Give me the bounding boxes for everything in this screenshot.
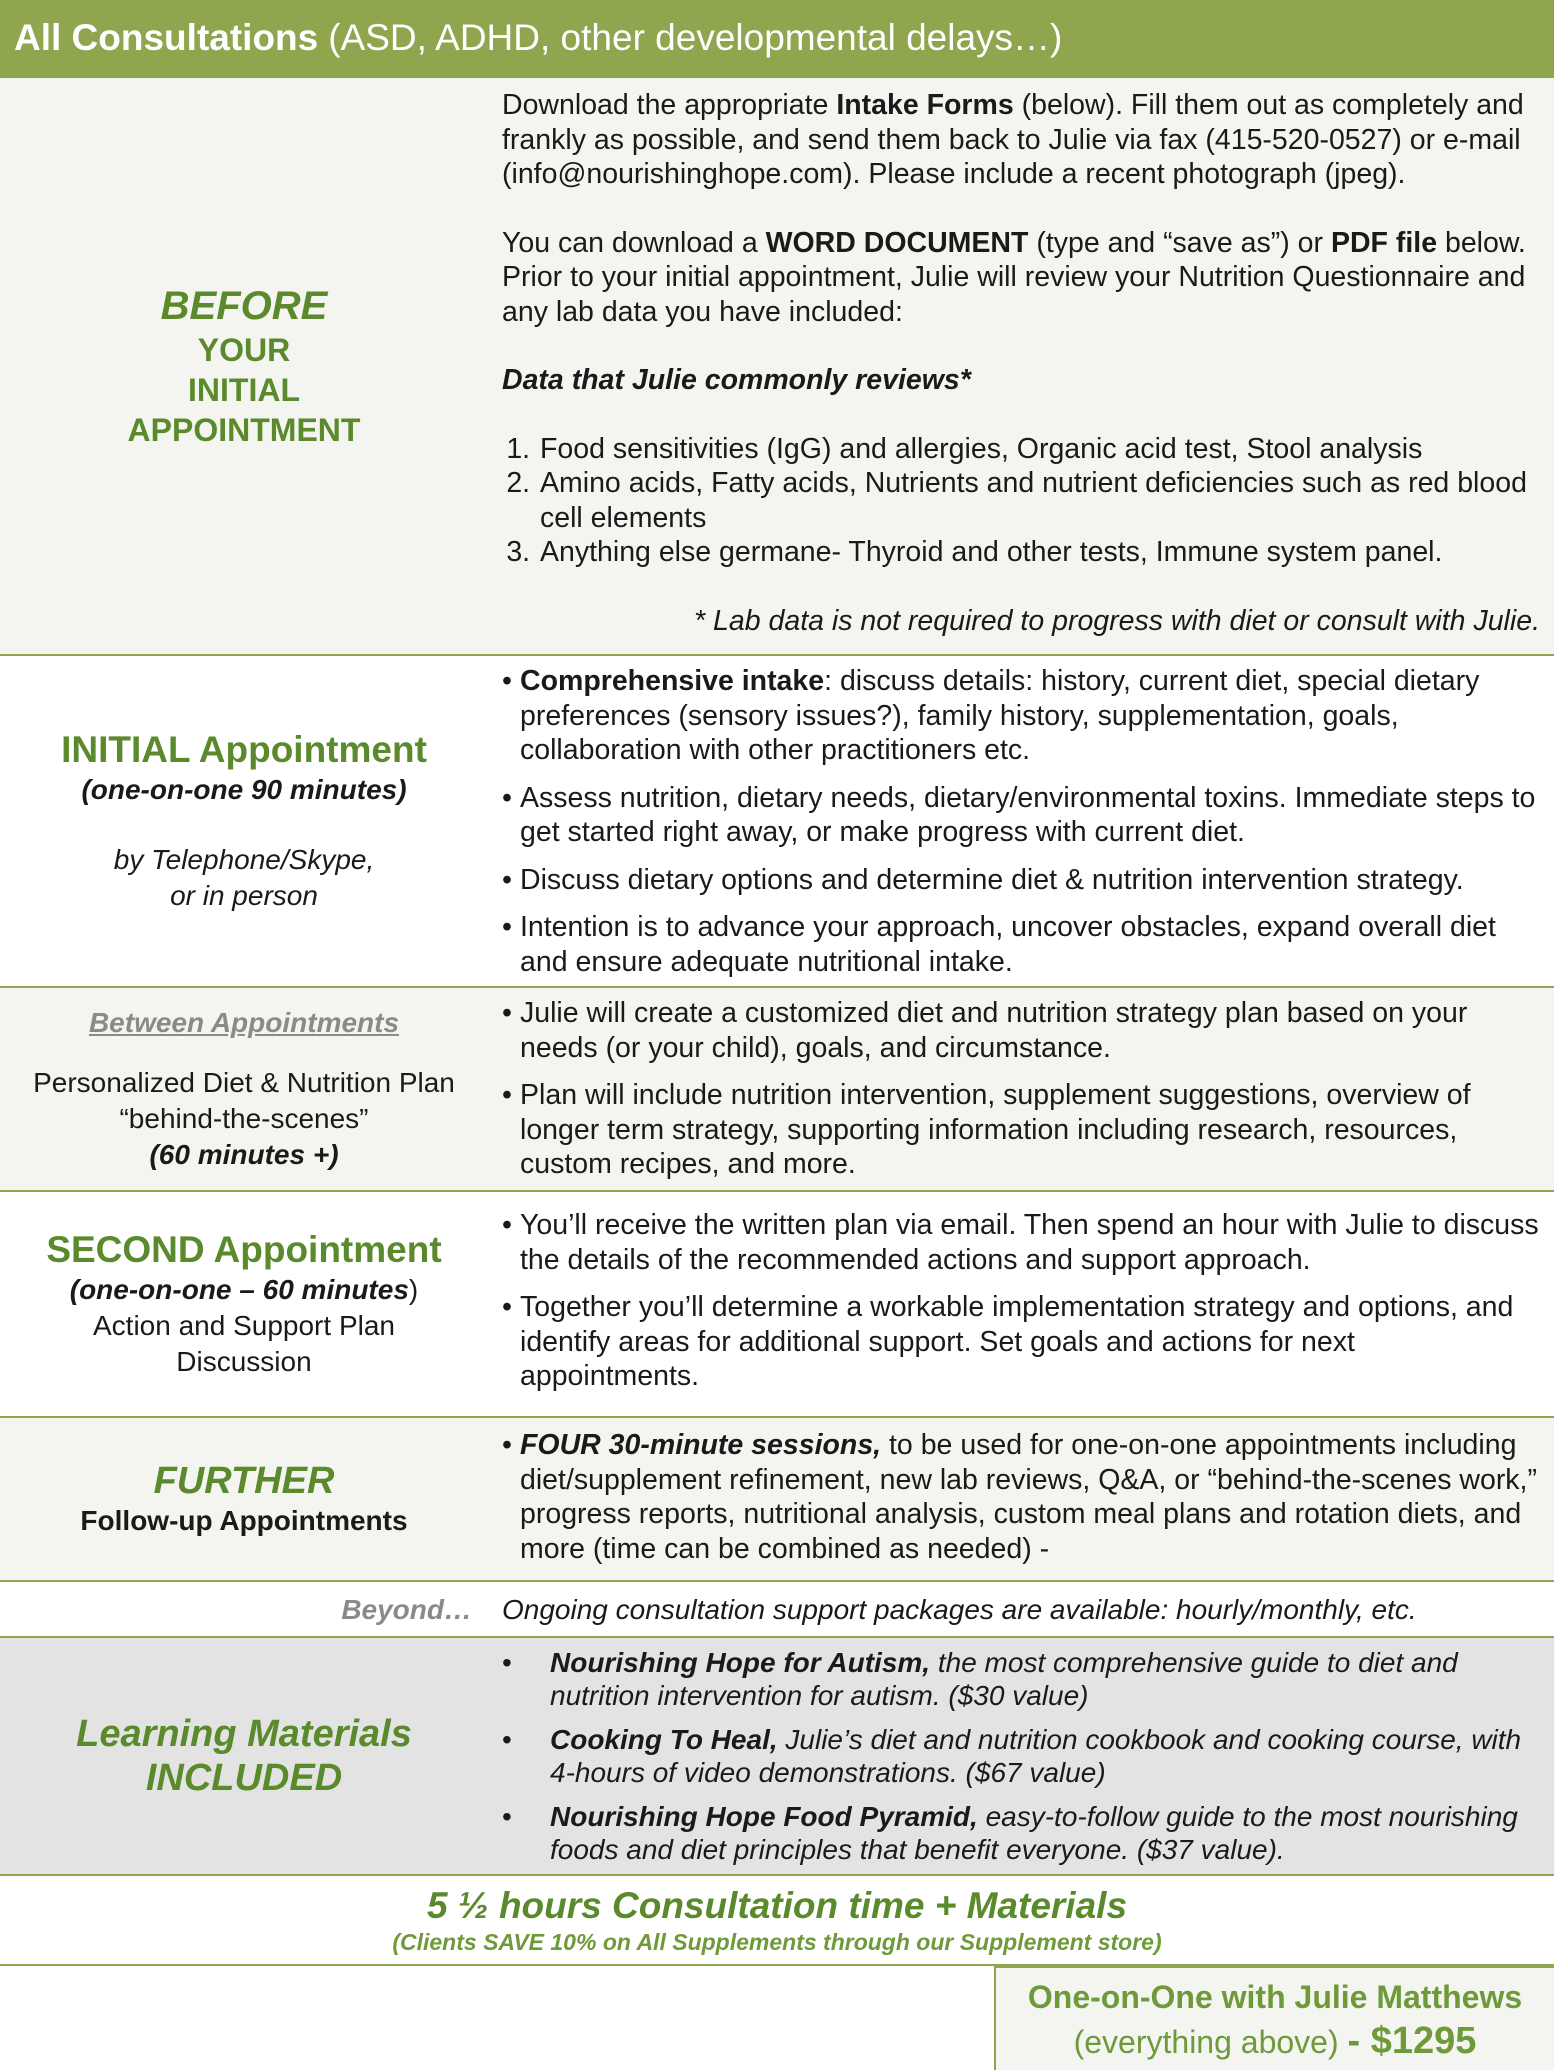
materials-list	[502, 1646, 1540, 1866]
list-item: • You’ll receive the written plan via email. Then spend an hour with Julie to discuss the details of the recommended actions and support approach.	[502, 1208, 1540, 1277]
price-title: One-on-One with Julie Matthews	[1027, 1979, 1523, 2015]
between-plan-1: Personalized Diet & Nutrition Plan	[33, 1067, 455, 1098]
materials-content	[502, 1646, 1540, 1866]
further-heading	[0, 1418, 488, 1580]
between-title: Between Appointments	[88, 1007, 400, 1038]
before-heading	[0, 78, 488, 654]
price-line	[996, 2018, 1554, 2065]
list-item: • Discuss dietary options and determine diet & nutrition intervention strategy.	[502, 863, 1540, 898]
initial-duration: (one-on-one 90 minutes)	[81, 774, 407, 805]
further-subtitle: Follow-up Appointments	[80, 1505, 408, 1536]
list-item: • Together you’ll determine a workable implementation strategy and options, and identify areas for additional support. Set goals and actions for next appointments.	[502, 1290, 1540, 1394]
word-document-label: WORD DOCUMENT	[765, 226, 1029, 259]
before-label: BEFORE	[160, 284, 328, 328]
second-desc-1: Action and Support Plan	[93, 1310, 395, 1341]
list-item: • Julie will create a customized diet and nutrition strategy plan based on your needs (or your child), goals, and circumstance.	[502, 996, 1540, 1065]
summary-note: (Clients SAVE 10% on All Supplements through our Supplement store)	[392, 1929, 1162, 1955]
between-bullets	[502, 996, 1540, 1182]
second-title: SECOND Appointment	[46, 1229, 442, 1270]
second-content	[502, 1208, 1540, 1394]
further-content	[502, 1428, 1540, 1566]
further-section	[0, 1416, 1554, 1580]
before-section	[0, 76, 1554, 654]
price-amount: - $1295	[1347, 2020, 1477, 2062]
initial-bullets	[502, 664, 1540, 979]
list-item: • Assess nutrition, dietary needs, dietary/environmental toxins. Immediate steps to get started right away, or make progress with current diet.	[502, 781, 1540, 850]
list-item: • Comprehensive intake: discuss details: history, current diet, special dietary preferences (sensory issues?), family history, supplementation, goals, collaboration with other practitioners etc.	[502, 664, 1540, 768]
price-box	[994, 1966, 1554, 2070]
beyond-label: Beyond…	[341, 1594, 472, 1625]
materials-title-2: INCLUDED	[145, 1757, 343, 1799]
second-bullets	[502, 1208, 1540, 1394]
list-item: 3. Anything else germane- Thyroid and other tests, Immune system panel.	[538, 535, 1540, 570]
list-item: • Plan will include nutrition intervention, supplement suggestions, overview of longer term strategy, supporting information including research, resources, custom recipes, and more.	[502, 1078, 1540, 1182]
initial-section	[0, 654, 1554, 986]
between-plan-2: “behind-the-scenes”	[119, 1103, 369, 1134]
intake-forms-label: Intake Forms	[836, 89, 1014, 121]
beyond-section	[0, 1580, 1554, 1636]
list-item: • Nourishing Hope for Autism, the most comprehensive guide to diet and nutrition intervention for autism. ($30 value)	[502, 1646, 1540, 1712]
page-title	[0, 0, 1554, 76]
further-bullets	[502, 1428, 1540, 1566]
list-item: • Cooking To Heal, Julie’s diet and nutrition cookbook and cooking course, with 4-hours of video demonstrations. ($67 value)	[502, 1723, 1540, 1789]
second-duration: (one-on-one – 60 minutes)	[69, 1274, 419, 1305]
before-content	[502, 88, 1540, 638]
price-scope: (everything above)	[1073, 2024, 1339, 2060]
initial-title: INITIAL Appointment	[61, 729, 427, 770]
list-item: 1. Food sensitivities (IgG) and allergies, Organic acid test, Stool analysis	[538, 432, 1540, 467]
lab-footnote: * Lab data is not required to progress with diet or consult with Julie.	[694, 604, 1540, 637]
title-bold: All Consultations	[14, 17, 319, 58]
download-instructions: You can download a WORD DOCUMENT (type and “save as”) or PDF file below. Prior to your initial appointment, Julie will review your Nutrition Questionnaire and any lab data you have included:	[502, 226, 1526, 328]
between-section	[0, 986, 1554, 1190]
your-label: YOUR	[197, 332, 291, 368]
summary-section	[0, 1874, 1554, 1966]
summary-headline: 5 ½ hours Consultation time + Materials	[426, 1885, 1128, 1926]
list-item: • Intention is to advance your approach, uncover obstacles, expand overall diet and ensure adequate nutritional intake.	[502, 910, 1540, 979]
list-item: • Nourishing Hope Food Pyramid, easy-to-follow guide to the most nourishing foods and diet principles that benefit everyone. ($37 value).	[502, 1800, 1540, 1866]
list-item: 2. Amino acids, Fatty acids, Nutrients and nutrient deficiencies such as red blood cell elements	[538, 466, 1540, 535]
intake-instructions: Download the appropriate Intake Forms (below). Fill them out as completely and frankly as possible, and send them back to Julie via fax (415-520-0527) or e-mail (info@nourishinghope.com). Please include a recent photograph (jpeg).	[502, 89, 1524, 190]
title-subtitle: (ASD, ADHD, other developmental delays…)	[328, 17, 1063, 58]
initial-label: INITIAL	[188, 372, 300, 408]
list-item: • FOUR 30-minute sessions, to be used for one-on-one appointments including diet/supplement refinement, new lab reviews, Q&A, or “behind-the-scenes work,” progress reports, nutritional analysis, custom meal plans and rotation diets, and more (time can be combined as needed) -	[502, 1428, 1540, 1566]
initial-heading	[0, 656, 488, 986]
second-desc-2: Discussion	[176, 1346, 312, 1377]
materials-title-1: Learning Materials	[76, 1713, 412, 1755]
beyond-text: Ongoing consultation support packages are available: hourly/monthly, etc.	[502, 1594, 1417, 1625]
initial-via-1: by Telephone/Skype,	[113, 844, 375, 875]
second-section	[0, 1190, 1554, 1416]
materials-section	[0, 1636, 1554, 1874]
initial-content	[502, 664, 1540, 979]
data-reviews-heading: Data that Julie commonly reviews*	[502, 364, 971, 396]
further-title: FURTHER	[153, 1460, 335, 1502]
initial-via-2: or in person	[170, 880, 318, 911]
between-duration: (60 minutes +)	[149, 1139, 339, 1170]
appointment-label: APPOINTMENT	[127, 412, 361, 448]
between-heading	[0, 988, 488, 1190]
second-heading	[0, 1192, 488, 1416]
pdf-file-label: PDF file	[1330, 226, 1438, 259]
materials-heading	[0, 1638, 488, 1874]
lab-data-list	[502, 432, 1540, 570]
between-content	[502, 996, 1540, 1182]
